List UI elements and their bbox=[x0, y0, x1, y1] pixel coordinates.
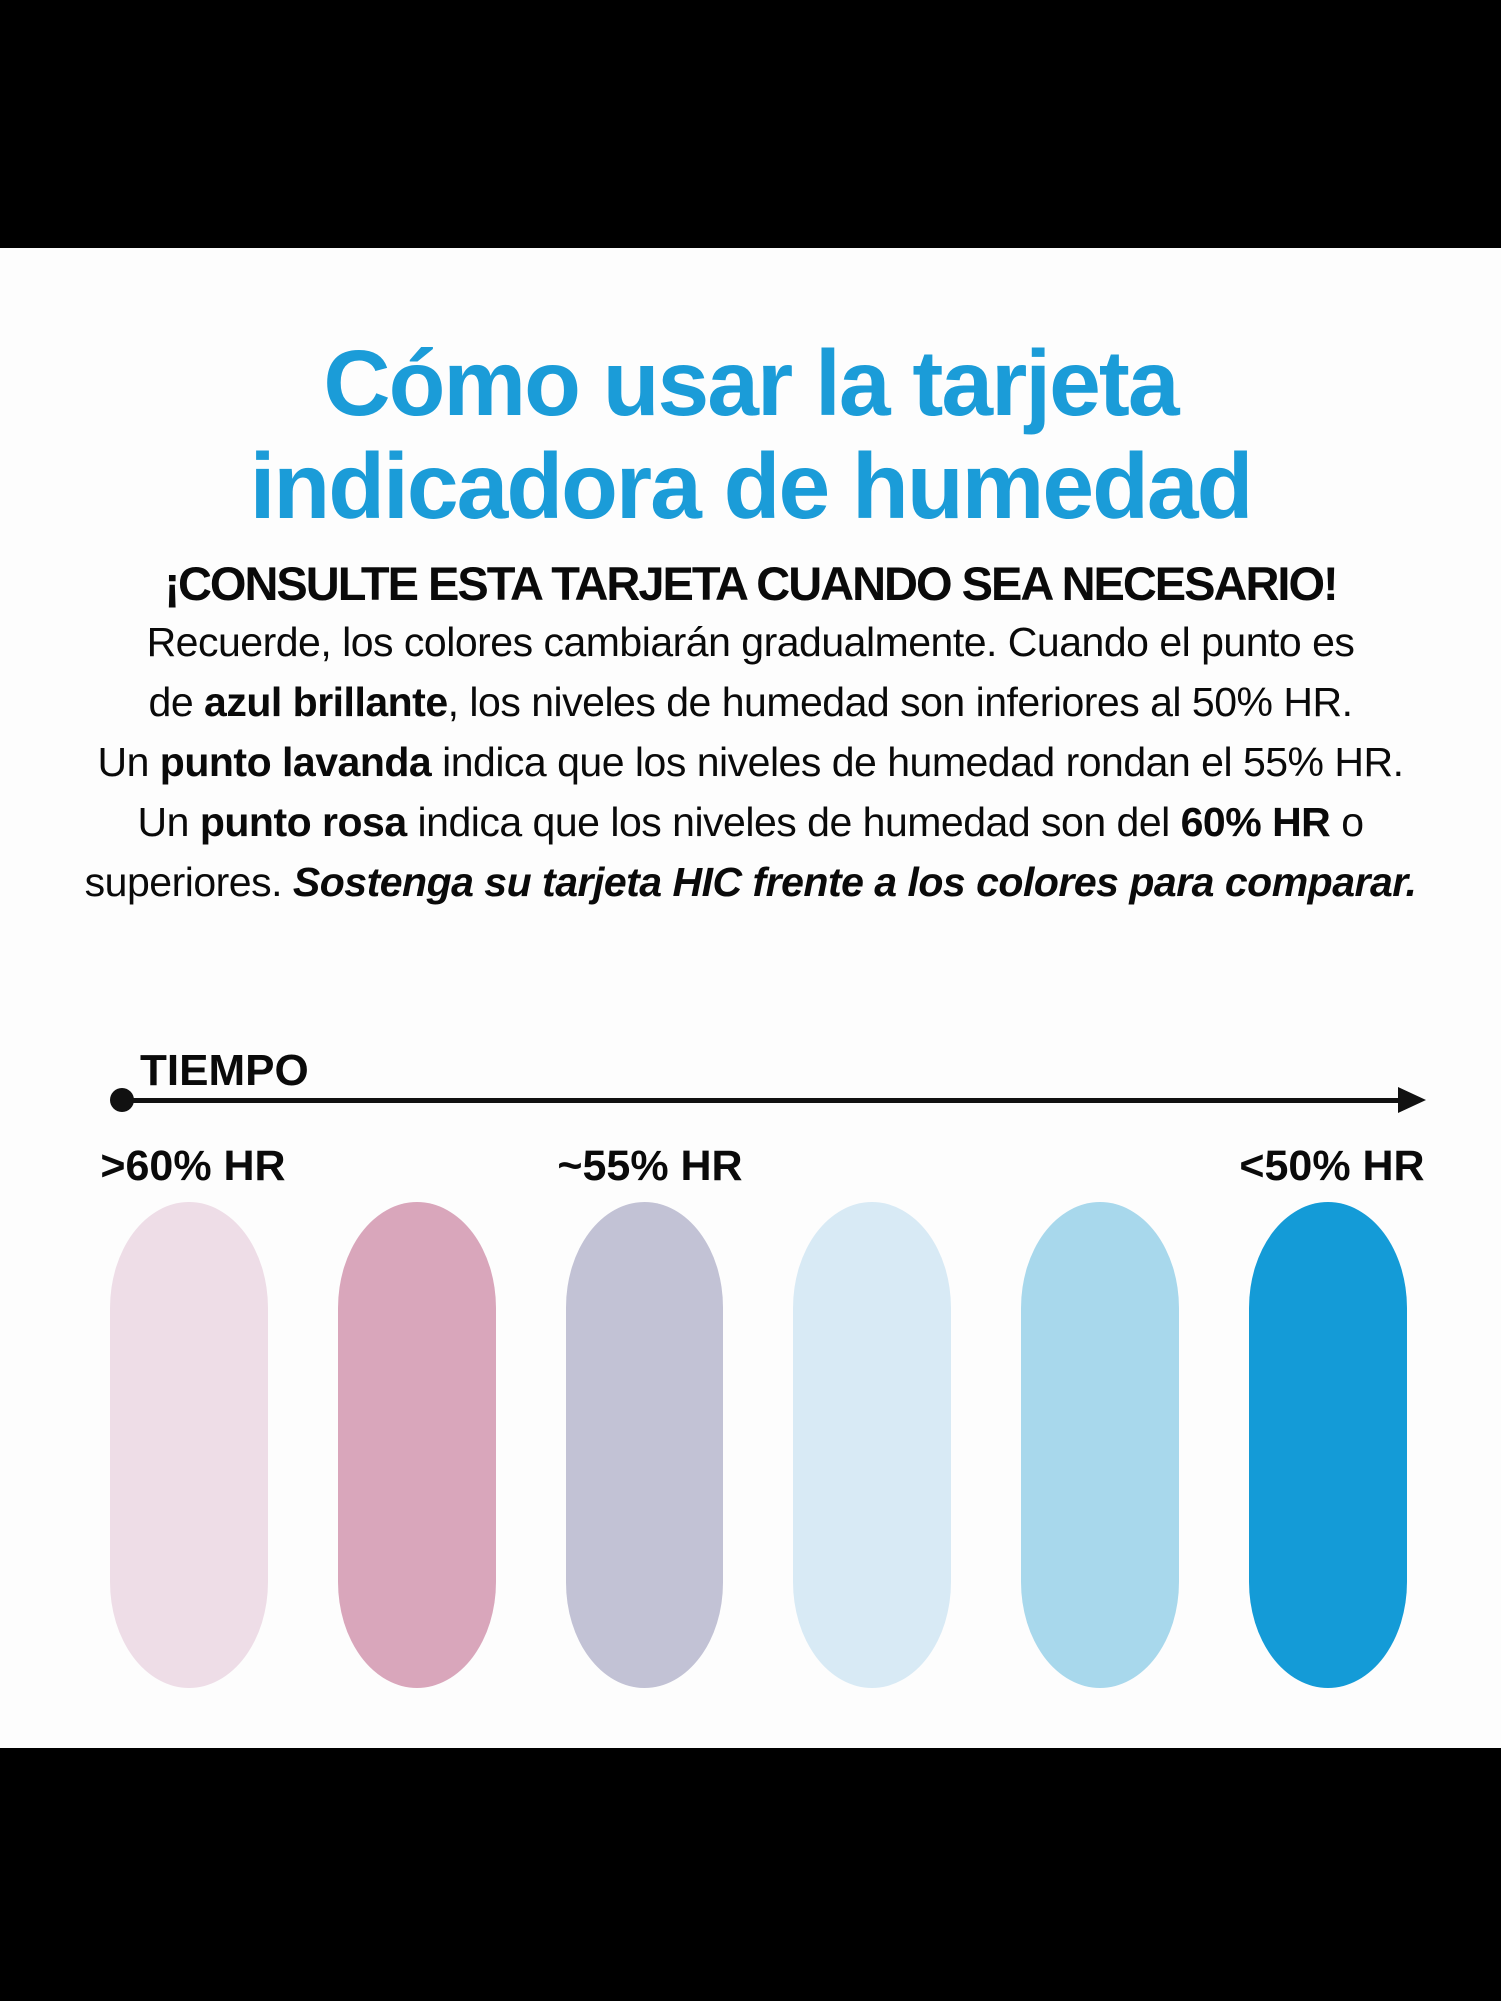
humidity-label-below-50: <50% HR bbox=[1239, 1142, 1425, 1190]
color-scale bbox=[110, 1202, 1407, 1688]
page-title-line2: indicadora de humedad bbox=[249, 434, 1252, 538]
paragraph-line-3 bbox=[30, 732, 1471, 792]
text-segment-bold-italic: Sostenga su tarjeta HIC frente a los colores para comparar. bbox=[292, 859, 1417, 905]
text-segment: de bbox=[148, 679, 205, 725]
text-segment: Un bbox=[97, 739, 160, 785]
paragraph-line-5 bbox=[30, 852, 1471, 912]
humidity-label-around-55: ~55% HR bbox=[557, 1142, 743, 1190]
paragraph-line-4 bbox=[30, 792, 1471, 852]
bottom-letterbox bbox=[0, 1748, 1501, 2001]
color-pill-azul-brillante bbox=[1249, 1202, 1407, 1688]
timeline-axis bbox=[121, 1098, 1400, 1103]
timeline-label: TIEMPO bbox=[140, 1046, 309, 1095]
paragraph-line-1 bbox=[30, 612, 1471, 672]
color-pill-rosa-claro bbox=[110, 1202, 268, 1688]
timeline-arrowhead-icon bbox=[1398, 1087, 1426, 1113]
text-segment: indica que los niveles de humedad son del bbox=[406, 799, 1181, 845]
text-segment-bold: punto rosa bbox=[199, 799, 407, 845]
color-pill-lavanda bbox=[566, 1202, 724, 1688]
text-segment-bold: 60% HR bbox=[1180, 799, 1331, 845]
text-segment: Un bbox=[137, 799, 200, 845]
top-letterbox bbox=[0, 0, 1501, 248]
instructions-paragraph bbox=[30, 612, 1471, 912]
text-segment-bold: azul brillante bbox=[204, 679, 448, 725]
page-title-line1: Cómo usar la tarjeta bbox=[323, 331, 1178, 435]
text-segment: indica que los niveles de humedad rondan el 55% HR. bbox=[431, 739, 1404, 785]
text-segment: , los niveles de humedad son inferiores al 50% HR. bbox=[447, 679, 1353, 725]
text-segment: Recuerde, los colores cambiarán gradualmente. Cuando el punto es bbox=[146, 619, 1355, 665]
text-segment: superiores. bbox=[84, 859, 293, 905]
color-pill-rosa bbox=[338, 1202, 496, 1688]
text-segment-bold: punto lavanda bbox=[159, 739, 432, 785]
humidity-label-above-60: >60% HR bbox=[100, 1142, 286, 1190]
paragraph-line-2 bbox=[30, 672, 1471, 732]
timeline-start-dot-icon bbox=[110, 1088, 134, 1112]
page-title bbox=[0, 332, 1501, 538]
color-pill-azul-claro bbox=[1021, 1202, 1179, 1688]
color-pill-azul-palido bbox=[793, 1202, 951, 1688]
subtitle: ¡CONSULTE ESTA TARJETA CUANDO SEA NECESARIO! bbox=[164, 557, 1337, 610]
text-segment: o bbox=[1330, 799, 1364, 845]
